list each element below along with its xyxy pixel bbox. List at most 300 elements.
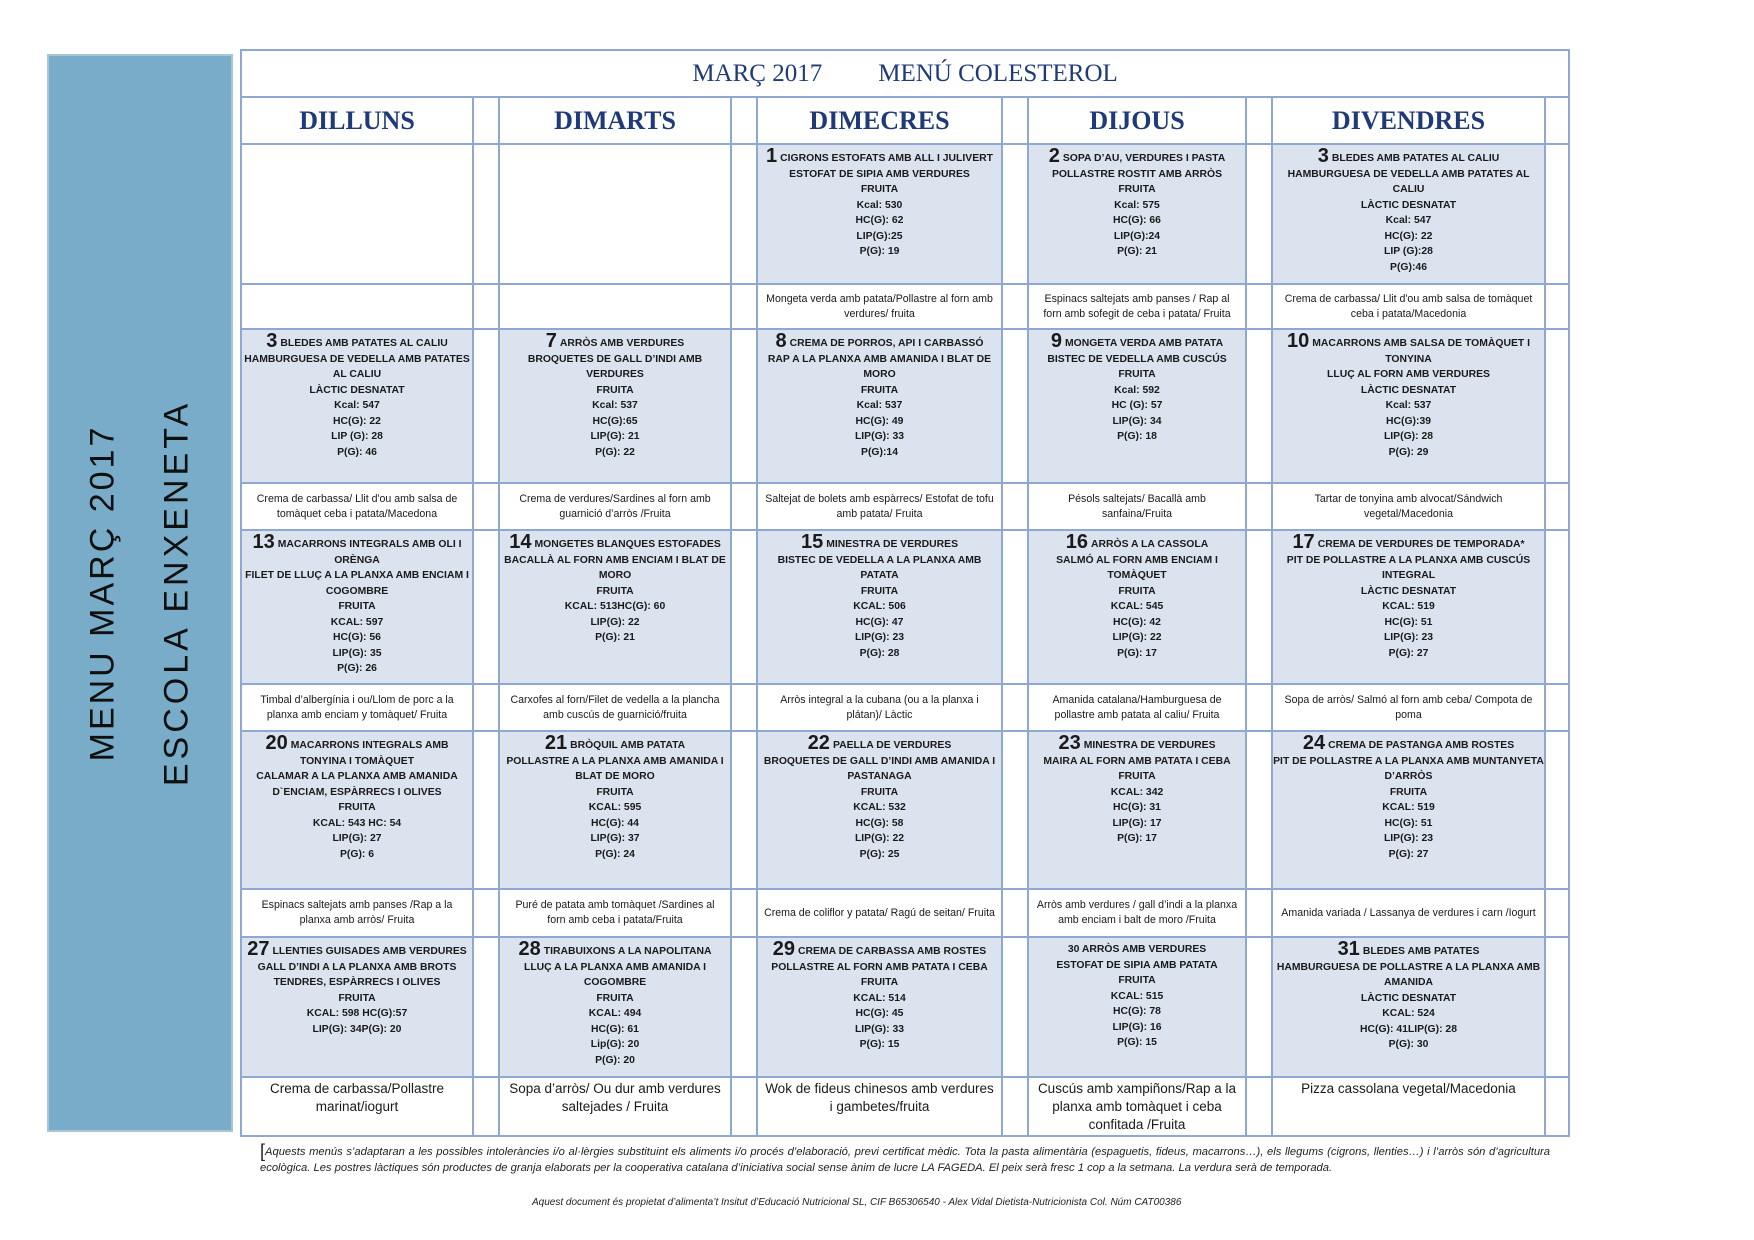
spacer-cell (731, 329, 757, 483)
menu-line (242, 383, 472, 399)
first-course (758, 732, 1001, 754)
menu-line-text: Kcal: 537 (856, 400, 903, 411)
week-meal-row (241, 530, 1569, 684)
first-course (758, 145, 1001, 167)
menu-line-text: CREMA DE CARBASSA AMB ROSTES (798, 946, 987, 957)
day-menu-cell (241, 329, 473, 483)
menu-line (1273, 244, 1544, 260)
menu-line-text: KCAL: 545 (1110, 601, 1164, 612)
spacer-cell (1246, 1077, 1272, 1136)
menu-line (242, 960, 472, 991)
menu-line-text: LIP(G): 34P(G): 20 (312, 1023, 402, 1035)
week-meal-row (241, 731, 1569, 889)
footer-note-text: Aquests menús s’adaptaran a les possibles intoleràncies i/o al·lèrgies substituint els aliments i/o procés d’elaboració, previ certificat mèdic. Tota la pasta alimentària (espaguetis, fideus, macarrons…), els llegums (cigrons, llenties…) i l’arròs són d’agricultura ecològica. Les postres làctiques són productes de granja elaborats per la cooperativa catalana d’iniciativa social sense ànim de lucre LA FAGEDA. El peix serà fresc 1 cop a la setmana. La verdura serà de temporada. (260, 1146, 1550, 1174)
dinner-suggestion: Arròs amb verdures / gall d’indi a la planxa amb enciam i balt de moro /Fruita (1028, 889, 1246, 937)
menu-line-text: HC(G): 31 (1113, 802, 1161, 813)
first-course (242, 938, 472, 960)
menu-line-text: ARRÒS A LA CASSOLA (1091, 539, 1209, 550)
spacer-cell (731, 889, 757, 937)
day-menu-cell (499, 731, 731, 889)
menu-line (500, 1022, 730, 1038)
spacer-cell (1002, 889, 1028, 937)
day-menu-cell (1028, 144, 1246, 284)
menu-line (500, 352, 730, 383)
menu-line (1273, 167, 1544, 198)
menu-line-text: SOPA D’AU, VERDURES I PASTA (1062, 153, 1226, 164)
dinner-suggestion: Timbal d’albergínia i ou/Llom de porc a la planxa amb enciam y tomàquet/ Fruita (241, 684, 473, 731)
menu-line-text: FRUITA (596, 384, 634, 396)
menu-line (1029, 584, 1245, 600)
dinner-suggestion: Pésols saltejats/ Bacallà amb sanfaina/Fruita (1028, 483, 1246, 530)
day-number: 24 (1302, 732, 1326, 754)
first-course (242, 732, 472, 769)
menu-line-text: BISTEC DE VEDELLA AMB CUSCÚS (1047, 353, 1227, 365)
menu-line (758, 414, 1001, 430)
menu-line (500, 754, 730, 785)
dinner-suggestion (241, 284, 473, 329)
menu-line (758, 1037, 1001, 1053)
day-menu-cell (1272, 937, 1545, 1077)
menu-line-text: LÀCTIC DESNATAT (1360, 384, 1457, 396)
spacer-cell (1545, 329, 1569, 483)
menu-line (1273, 553, 1544, 584)
menu-line-text: Kcal: 547 (334, 400, 380, 411)
menu-line (500, 383, 730, 399)
menu-line (1029, 800, 1245, 816)
day-number: 14 (509, 531, 532, 553)
spacer-cell (1246, 483, 1272, 530)
spacer-cell (473, 530, 499, 684)
spacer-cell (1545, 889, 1569, 937)
menu-line (500, 584, 730, 600)
first-course (1029, 330, 1245, 352)
menu-line (242, 429, 472, 445)
menu-line (1273, 445, 1544, 461)
menu-line (1273, 646, 1544, 662)
menu-line-text: FRUITA (338, 802, 376, 813)
menu-line-text: KCAL: 543 HC: 54 (312, 817, 402, 829)
menu-line-text: LIP(G): 27 (332, 833, 382, 844)
menu-line-text: P(G): 17 (1117, 647, 1157, 659)
menu-line-text: LIP(G):24 (1113, 230, 1161, 242)
day-menu-cell (241, 937, 473, 1077)
day-number: 3 (1317, 145, 1329, 167)
menu-line-text: Kcal: 530 (856, 199, 903, 211)
menu-line (1029, 831, 1245, 847)
menu-line-text: HC(G): 42 (1113, 616, 1161, 628)
menu-line (758, 816, 1001, 832)
first-course (1029, 732, 1245, 754)
menu-line (242, 847, 472, 863)
menu-line-text: FRUITA (1118, 771, 1156, 782)
menu-line-text: HC(G): 22 (333, 415, 381, 427)
day-menu-cell (1028, 530, 1246, 684)
menu-line (1029, 1020, 1245, 1036)
menu-line-text: BROQUETES DE GALL D’INDI AMB AMANIDA I PASTANAGA (763, 755, 996, 782)
menu-line-text: FRUITA (860, 184, 899, 195)
spacer-cell (1002, 144, 1028, 284)
menu-line (1029, 198, 1245, 214)
spacer-cell (1002, 1077, 1028, 1136)
week-meal-row (241, 144, 1569, 284)
menu-line (1273, 229, 1544, 245)
menu-line-text: P(G): 46 (337, 446, 377, 458)
day-number: 29 (772, 938, 796, 960)
menu-line (1029, 398, 1245, 414)
spacer-cell (731, 937, 757, 1077)
dinner-suggestion: Puré de patata amb tomàquet /Sardines al forn amb ceba i patata/Fruita (499, 889, 731, 937)
menu-line (1273, 383, 1544, 399)
menu-line-text: GALL D’INDI A LA PLANXA AMB BROTS TENDRES, ESPÀRRECS I OLIVES (257, 961, 457, 988)
menu-line-text: HC(G):39 (1385, 415, 1432, 427)
menu-line (1029, 973, 1245, 989)
day-menu-cell (499, 937, 731, 1077)
menu-line (1273, 754, 1544, 785)
menu-line (500, 1006, 730, 1022)
menu-line-text: FRUITA (1389, 786, 1428, 798)
menu-line-text: P(G): 24 (595, 848, 635, 860)
spacer-cell (473, 144, 499, 284)
menu-line-text: P(G): 26 (337, 663, 377, 674)
menu-line-text: HAMBURGUESA DE VEDELLA AMB PATATES AL CALIU (1287, 168, 1530, 195)
menu-line (500, 960, 730, 991)
menu-line-text: CREMA DE PASTANGA AMB ROSTES (1328, 740, 1515, 751)
menu-line (758, 383, 1001, 399)
menu-line-text: LÀCTIC DESNATAT (309, 384, 405, 396)
spacer-cell (1545, 530, 1569, 684)
menu-line-text: HC(G): 51 (1384, 817, 1433, 829)
menu-line (500, 800, 730, 816)
menu-line-text: KCAL: 595 (588, 802, 642, 813)
first-course (500, 531, 730, 553)
menu-line-text: CREMA DE PORROS, API I CARBASSÓ (789, 338, 984, 349)
menu-line (758, 182, 1001, 198)
spacer-cell (1002, 530, 1028, 684)
menu-line-text: LIP(G): 22 (590, 616, 640, 628)
menu-line-text: FRUITA (596, 786, 634, 798)
dinner-suggestion: Cuscús amb xampiñons/Rap a la planxa amb tomàquet i ceba confitada /Fruita (1028, 1077, 1246, 1136)
menu-line-text: FRUITA (1118, 369, 1156, 380)
spacer-cell (1246, 530, 1272, 684)
menu-line (758, 991, 1001, 1007)
spacer-cell (731, 530, 757, 684)
menu-line-text: KCAL: 342 (1110, 786, 1164, 798)
day-number: 15 (800, 531, 824, 553)
first-course (1273, 531, 1544, 553)
menu-line (242, 615, 472, 631)
menu-line-text: KCAL: 532 (853, 802, 906, 813)
menu-line (758, 1006, 1001, 1022)
day-number: 23 (1058, 732, 1081, 754)
menu-line (1273, 367, 1544, 383)
spacer-cell (731, 684, 757, 731)
menu-line-text: FRUITA (596, 585, 634, 597)
menu-line (758, 445, 1001, 461)
menu-line-text: HC(G): 44 (591, 817, 639, 829)
dinner-suggestion: Amanida variada / Lassanya de verdures i carn /Iogurt (1272, 889, 1545, 937)
spacer-cell (473, 1077, 499, 1136)
menu-line (1029, 352, 1245, 368)
first-course (758, 938, 1001, 960)
menu-line-text: HC(G): 66 (1113, 215, 1161, 226)
menu-line-text: LIP(G): 17 (1112, 817, 1162, 829)
day-number: 16 (1065, 531, 1089, 553)
menu-line-text: LÀCTIC DESNATAT (1360, 992, 1457, 1004)
menu-line (242, 630, 472, 646)
menu-line-text: P(G): 29 (1388, 446, 1429, 458)
menu-line-text: POLLASTRE AL FORN AMB PATATA I CEBA (771, 961, 988, 973)
first-course (1029, 531, 1245, 553)
menu-line-text: HC(G): 41LIP(G): 28 (1360, 1023, 1457, 1035)
day-menu-cell (1272, 144, 1545, 284)
menu-line (1273, 816, 1544, 832)
first-course (1029, 145, 1245, 167)
menu-line-text: HC(G): 45 (855, 1008, 904, 1019)
menu-line (500, 615, 730, 631)
menu-line-text: LIP(G):25 (856, 230, 903, 242)
menu-line-text: LIP(G): 22 (854, 833, 905, 844)
menu-line (1273, 831, 1544, 847)
menu-line-text: LIP(G): 33 (854, 1023, 905, 1035)
menu-line-text: PIT DE POLLASTRE A LA PLANXA AMB CUSCÚS INTEGRAL (1286, 554, 1531, 581)
sidebar-banner (47, 54, 233, 1132)
first-course (500, 732, 730, 754)
day-menu-cell (757, 530, 1002, 684)
menu-line-text: Kcal: 592 (1114, 384, 1160, 396)
menu-line (1273, 615, 1544, 631)
menu-line (1273, 599, 1544, 615)
menu-line (1029, 646, 1245, 662)
spacer-cell (1002, 329, 1028, 483)
day-menu-cell (757, 144, 1002, 284)
menu-line-text: HC(G):65 (592, 415, 638, 427)
spacer-cell (1002, 483, 1028, 530)
week-meal-row (241, 329, 1569, 483)
menu-line (1273, 1022, 1544, 1038)
spacer-cell (1246, 937, 1272, 1077)
month-label: MARÇ 2017 (692, 59, 823, 87)
first-course (500, 938, 730, 960)
dinner-suggestion: Pizza cassolana vegetal/Macedonia (1272, 1077, 1545, 1136)
menu-line-text: P(G): 27 (1388, 848, 1429, 860)
menu-line (758, 244, 1001, 260)
menu-line-text: BLEDES AMB PATATES AL CALIU (280, 338, 448, 349)
menu-line-text: Kcal: 547 (1385, 215, 1432, 226)
spacer-cell (473, 731, 499, 889)
menu-line-text: MAIRA AL FORN AMB PATATA I CEBA (1043, 755, 1231, 767)
spacer-cell (1545, 144, 1569, 284)
menu-line-text: ESTOFAT DE SIPIA AMB PATATA (1056, 959, 1218, 971)
menu-line (1273, 847, 1544, 863)
day-number: 17 (1292, 531, 1315, 553)
menu-line (1273, 429, 1544, 445)
menu-line-text: KCAL: 514 (853, 992, 906, 1004)
menu-line-text: FRUITA (338, 601, 376, 612)
menu-line-text: P(G): 20 (595, 1054, 635, 1066)
menu-table (240, 49, 1570, 1137)
menu-line-text: FRUITA (338, 992, 376, 1004)
menu-line (1029, 1004, 1245, 1020)
menu-line-text: LLUÇ A LA PLANXA AMB AMANIDA I COGOMBRE (523, 961, 706, 988)
dinner-suggestion: Espinacs saltejats amb panses / Rap al forn amb sofegit de ceba i patata/ Fruita (1028, 284, 1246, 329)
first-course (242, 330, 472, 352)
menu-line (1029, 244, 1245, 260)
menu-line (758, 785, 1001, 801)
menu-line (500, 398, 730, 414)
menu-line-text: FRUITA (596, 992, 634, 1004)
menu-line-text: Kcal: 575 (1114, 199, 1160, 211)
menu-line-text: P(G): 22 (595, 446, 635, 458)
menu-line (242, 568, 472, 599)
week-meal-row (241, 937, 1569, 1077)
day-menu-cell (499, 530, 731, 684)
day-number: 2 (1048, 145, 1060, 167)
day-menu-cell (1272, 731, 1545, 889)
menu-line-text: KCAL: 519 (1382, 601, 1435, 612)
menu-line (758, 553, 1001, 584)
day-menu-cell (1272, 329, 1545, 483)
day-menu-cell (1028, 731, 1246, 889)
spacer-cell (731, 144, 757, 284)
spacer-cell (1545, 684, 1569, 731)
menu-line (1029, 229, 1245, 245)
first-course (1273, 938, 1544, 960)
menu-line (242, 445, 472, 461)
menu-line (1273, 584, 1544, 600)
menu-line (1273, 198, 1544, 214)
menu-line (242, 599, 472, 615)
menu-line-text: LIP(G): 28 (1383, 431, 1434, 442)
menu-line-text: KCAL: 506 (853, 601, 906, 612)
menu-line-text: LÀCTIC DESNATAT (1360, 199, 1457, 211)
day-menu-cell (499, 329, 731, 483)
menu-line-text: LIP(G): 23 (1383, 833, 1434, 844)
menu-line-text: P(G): 15 (1117, 1037, 1157, 1048)
dinner-suggestion: Crema de carbassa/ Llit d'ou amb salsa de tomàquet ceba i patata/Macedonia (1272, 284, 1545, 329)
menu-line (758, 398, 1001, 414)
menu-line-text: Kcal: 537 (592, 400, 638, 411)
day-number: 27 (247, 938, 270, 960)
footer-note (260, 1143, 1550, 1176)
menu-line (1029, 769, 1245, 785)
day-number: 1 (766, 145, 778, 167)
week-dinner-row (241, 1077, 1569, 1136)
menu-line (1029, 785, 1245, 801)
menu-line (242, 1006, 472, 1022)
menu-line-text: BACALLÀ AL FORN AMB ENCIAM I BLAT DE MORO (504, 554, 726, 581)
menu-line-text: LIP(G): 23 (854, 632, 905, 643)
dinner-suggestion: Espinacs saltejats amb panses /Rap a la planxa amb arròs/ Fruita (241, 889, 473, 937)
menu-line (500, 831, 730, 847)
menu-line-text: BRÒQUIL AMB PATATA (570, 740, 686, 751)
sidebar-school-name: ESCOLA ENXENETA (157, 399, 196, 787)
menu-line (758, 352, 1001, 383)
menu-line (242, 816, 472, 832)
dinner-suggestion: Crema de verdures/Sardines al forn amb guarnició d’arròs /Fruita (499, 483, 731, 530)
spacer-cell (1002, 731, 1028, 889)
menu-line-text: LIP(G): 34 (1112, 415, 1162, 427)
first-course (1273, 330, 1544, 367)
menu-line (758, 229, 1001, 245)
day-number: 21 (544, 732, 568, 754)
menu-line-text: MINESTRA DE VERDURES (826, 539, 959, 550)
spacer-cell (731, 1077, 757, 1136)
menu-line-text: Lip(G): 20 (590, 1039, 640, 1050)
menu-line (500, 599, 730, 615)
menu-line-text: TIRABUIXONS A LA NAPOLITANA (543, 946, 712, 957)
menu-line (1273, 414, 1544, 430)
day-menu-cell (757, 731, 1002, 889)
menu-line-text: LIP(G): 35 (332, 647, 382, 659)
menu-line-text: KCAL: 515 (1110, 990, 1164, 1002)
menu-type-label: MENÚ COLESTEROL (878, 59, 1118, 87)
menu-line-text: KCAL: 519 (1382, 802, 1435, 813)
first-course (1273, 145, 1544, 167)
menu-line (500, 429, 730, 445)
spacer-cell (473, 483, 499, 530)
menu-line (1029, 429, 1245, 445)
menu-line (1273, 1006, 1544, 1022)
menu-line-text: CIGRONS ESTOFATS AMB ALL I JULIVERT (780, 153, 993, 164)
menu-line-text: BISTEC DE VEDELLA A LA PLANXA AMB PATATA (777, 554, 982, 581)
menu-line-text: FRUITA (1118, 184, 1156, 195)
menu-line-text: BLEDES AMB PATATES (1362, 946, 1480, 957)
menu-line-text: FRUITA (860, 585, 899, 597)
spacer-cell (1002, 684, 1028, 731)
dinner-suggestion: Crema de coliflor y patata/ Ragú de seitan/ Fruita (757, 889, 1002, 937)
menu-line (1273, 785, 1544, 801)
day-number: 20 (265, 732, 288, 754)
menu-line (500, 847, 730, 863)
menu-line (1273, 1037, 1544, 1053)
menu-line (500, 816, 730, 832)
menu-line-text: FRUITA (860, 786, 899, 798)
first-course (758, 531, 1001, 553)
day-number: 28 (518, 938, 541, 960)
dinner-suggestion: Saltejat de bolets amb espàrrecs/ Estofat de tofu amb patata/ Fruita (757, 483, 1002, 530)
menu-line-text: MACARRONS INTEGRALS AMB OLI I ORÈNGA (277, 539, 462, 566)
menu-line (1029, 367, 1245, 383)
menu-line (758, 429, 1001, 445)
menu-line-text: FRUITA (860, 977, 899, 988)
menu-line (758, 754, 1001, 785)
menu-line-text: KCAL: 598 HC(G):57 (306, 1008, 408, 1019)
menu-line-text: HAMBURGUESA DE POLLASTRE A LA PLANXA AMB AMANIDA (1276, 961, 1541, 988)
menu-line-text: HC(G): 78 (1113, 1006, 1161, 1017)
dinner-suggestion: Mongeta verda amb patata/Pollastre al forn amb verdures/ fruita (757, 284, 1002, 329)
menu-line (1029, 1035, 1245, 1051)
menu-line-text: P(G): 6 (339, 848, 375, 860)
menu-line (758, 831, 1001, 847)
menu-line (758, 800, 1001, 816)
menu-line (758, 584, 1001, 600)
menu-line-text: P(G): 19 (859, 246, 900, 257)
menu-line (758, 646, 1001, 662)
menu-line-text: FRUITA (1118, 975, 1156, 986)
menu-line-text: P(G): 21 (595, 632, 635, 643)
menu-line-text: HC (G): 57 (1111, 400, 1163, 411)
first-course (1029, 942, 1245, 958)
day-menu-cell (757, 937, 1002, 1077)
day-header-tuesday: DIMARTS (499, 97, 731, 144)
menu-line (1029, 958, 1245, 974)
menu-line-text: FRUITA (860, 384, 899, 396)
menu-line (242, 398, 472, 414)
spacer-cell (1545, 1077, 1569, 1136)
menu-line (500, 630, 730, 646)
page-title (241, 50, 1569, 97)
menu-line-text: HC(G): 51 (1384, 616, 1433, 628)
